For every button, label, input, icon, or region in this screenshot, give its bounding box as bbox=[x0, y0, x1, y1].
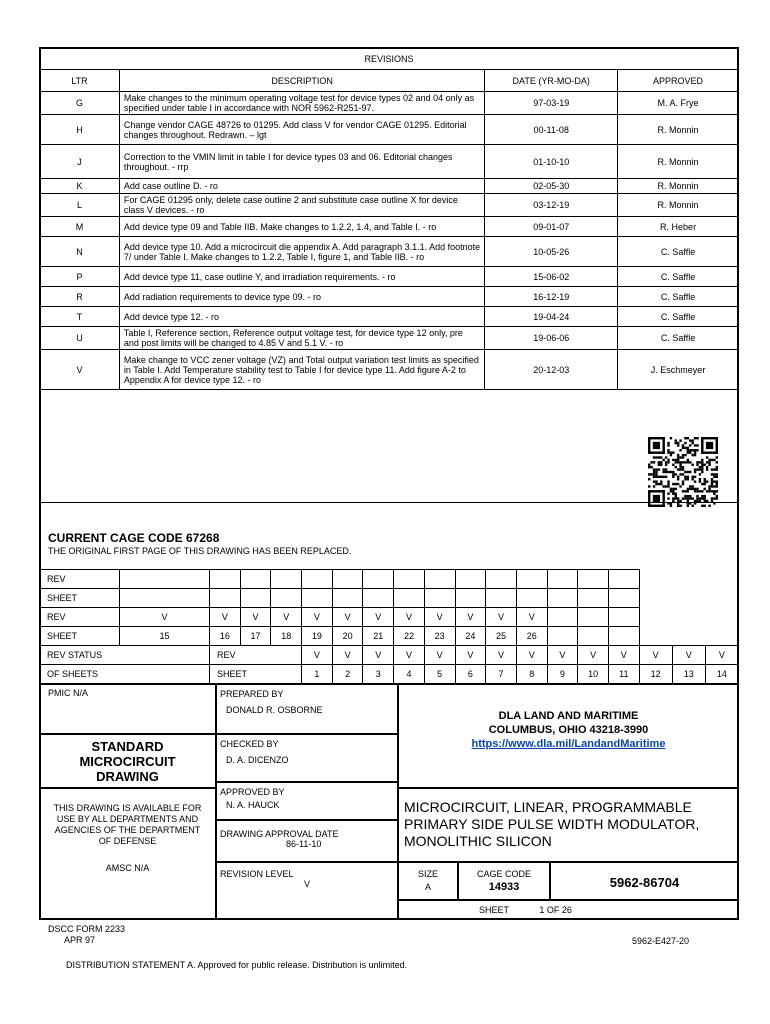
revision-approver: M. A. Frye bbox=[618, 92, 739, 115]
revision-description: Correction to the VMIN limit in table I for device types 03 and 06. Editorial changes throughout. - rrp bbox=[119, 145, 484, 179]
grid-cell: 6 bbox=[455, 665, 486, 684]
size-box bbox=[398, 862, 458, 900]
grid-cell: 17 bbox=[240, 627, 271, 646]
distribution-statement: DISTRIBUTION STATEMENT A. Approved for public release. Distribution is unlimited. bbox=[66, 960, 408, 970]
revision-date: 00-11-08 bbox=[485, 115, 618, 145]
revision-spacer bbox=[40, 390, 739, 503]
grid-cell: 5 bbox=[424, 665, 455, 684]
grid-cell bbox=[455, 570, 486, 589]
revision-letter: M bbox=[40, 217, 120, 237]
grid-cell: 7 bbox=[486, 665, 517, 684]
col-approved: APPROVED bbox=[618, 70, 739, 92]
col-date: DATE (YR-MO-DA) bbox=[485, 70, 618, 92]
revision-date: 97-03-19 bbox=[485, 92, 618, 115]
standard-drawing-title: STANDARD MICROCIRCUIT DRAWING bbox=[79, 739, 176, 784]
grid-status-label: OF SHEETS bbox=[40, 665, 210, 684]
revision-approver: J. Eschmeyer bbox=[618, 350, 739, 390]
revision-description: Change vendor CAGE 48726 to 01295. Add class V for vendor CAGE 01295. Editorial changes throughout. Redrawn. – lgt bbox=[119, 115, 484, 145]
approval-date-value: 86-11-10 bbox=[286, 839, 322, 849]
grid-cell bbox=[547, 570, 578, 589]
revision-level-box bbox=[216, 862, 398, 920]
organization-box bbox=[398, 684, 739, 788]
grid-cell: V bbox=[455, 608, 486, 627]
grid-cell bbox=[547, 608, 578, 627]
revision-date: 01-10-10 bbox=[485, 145, 618, 179]
grid-cell: 26 bbox=[516, 627, 547, 646]
revision-letter: L bbox=[40, 194, 120, 217]
sheet-box bbox=[398, 900, 739, 920]
grid-row-label: REV bbox=[210, 646, 302, 665]
revision-date: 19-04-24 bbox=[485, 307, 618, 327]
grid-cell bbox=[578, 608, 609, 627]
grid-cell bbox=[547, 589, 578, 608]
grid-cell: V bbox=[363, 608, 394, 627]
revision-letter: R bbox=[40, 287, 120, 307]
grid-cell: 15 bbox=[120, 627, 210, 646]
sheet-grid-row bbox=[40, 646, 739, 665]
grid-cell bbox=[240, 570, 271, 589]
approval-date-label: DRAWING APPROVAL DATE bbox=[220, 829, 339, 839]
grid-cell: V bbox=[240, 608, 271, 627]
drawing-number-box bbox=[550, 862, 739, 900]
revision-description: Add case outline D. - ro bbox=[119, 179, 484, 194]
grid-cell: V bbox=[547, 646, 578, 665]
grid-cell bbox=[271, 589, 302, 608]
grid-cell: V bbox=[672, 646, 705, 665]
revision-date: 16-12-19 bbox=[485, 287, 618, 307]
revision-approver: C. Saffle bbox=[618, 307, 739, 327]
revision-row bbox=[40, 115, 739, 145]
grid-cell: V bbox=[455, 646, 486, 665]
revision-letter: J bbox=[40, 145, 120, 179]
grid-cell: 13 bbox=[672, 665, 705, 684]
revision-approver: R. Monnin bbox=[618, 194, 739, 217]
sheet-grid-row bbox=[40, 665, 739, 684]
revision-date: 19-06-06 bbox=[485, 327, 618, 350]
grid-cell bbox=[424, 589, 455, 608]
original-page-note: THE ORIGINAL FIRST PAGE OF THIS DRAWING HAS BEEN REPLACED. bbox=[48, 546, 352, 556]
grid-cell bbox=[394, 570, 425, 589]
revision-approver: R. Monnin bbox=[618, 179, 739, 194]
sheet-grid-row bbox=[40, 627, 739, 646]
revision-description: Add device type 10. Add a microcircuit die appendix A. Add paragraph 3.1.1. Add footnote 7/ under Table I. Make changes to 1.2.2, Table I, figure 1, and Table IIB. - ro bbox=[119, 237, 484, 267]
revision-level-value: V bbox=[304, 879, 311, 889]
grid-cell bbox=[120, 589, 210, 608]
org-name: DLA LAND AND MARITIME bbox=[498, 710, 639, 722]
grid-cell: V bbox=[578, 646, 609, 665]
checked-by-box bbox=[216, 734, 398, 782]
revision-letter: V bbox=[40, 350, 120, 390]
device-title: MICROCIRCUIT, LINEAR, PROGRAMMABLE PRIMARY SIDE PULSE WIDTH MODULATOR, MONOLITHIC SILICON bbox=[404, 799, 700, 849]
form-name: DSCC FORM 2233 bbox=[48, 924, 126, 934]
grid-cell bbox=[240, 589, 271, 608]
approved-by-box bbox=[216, 782, 398, 820]
grid-cell: V bbox=[486, 608, 517, 627]
grid-cell: V bbox=[424, 646, 455, 665]
grid-cell bbox=[302, 570, 333, 589]
grid-cell: 21 bbox=[363, 627, 394, 646]
grid-cell bbox=[486, 570, 517, 589]
revision-letter: G bbox=[40, 92, 120, 115]
revision-row bbox=[40, 179, 739, 194]
grid-cell bbox=[608, 570, 639, 589]
grid-cell: V bbox=[608, 646, 639, 665]
grid-cell: 11 bbox=[608, 665, 639, 684]
grid-cell bbox=[516, 589, 547, 608]
sheet-grid-row bbox=[40, 608, 739, 627]
grid-cell: 10 bbox=[578, 665, 609, 684]
grid-cell: 24 bbox=[455, 627, 486, 646]
grid-cell: 23 bbox=[424, 627, 455, 646]
grid-cell bbox=[578, 589, 609, 608]
revisions-title: REVISIONS bbox=[40, 48, 739, 70]
grid-cell bbox=[547, 627, 578, 646]
checked-by-name: D. A. DICENZO bbox=[226, 755, 289, 765]
revision-approver: R. Monnin bbox=[618, 115, 739, 145]
revision-row bbox=[40, 92, 739, 115]
revision-row bbox=[40, 267, 739, 287]
grid-row-label: REV bbox=[40, 608, 120, 627]
sheet-label: SHEET bbox=[479, 905, 509, 915]
cage-code-value: 14933 bbox=[488, 881, 520, 893]
revision-date: 09-01-07 bbox=[485, 217, 618, 237]
revision-letter: H bbox=[40, 115, 120, 145]
grid-cell bbox=[516, 570, 547, 589]
revision-row bbox=[40, 237, 739, 267]
grid-cell: 18 bbox=[271, 627, 302, 646]
revision-letter: K bbox=[40, 179, 120, 194]
prepared-by-box bbox=[216, 684, 398, 734]
grid-cell bbox=[486, 589, 517, 608]
grid-cell: V bbox=[424, 608, 455, 627]
revision-approver: R. Heber bbox=[618, 217, 739, 237]
revision-approver: C. Saffle bbox=[618, 327, 739, 350]
grid-cell: V bbox=[332, 646, 363, 665]
revision-description: For CAGE 01295 only, delete case outline 2 and substitute case outline X for device class V devices. - ro bbox=[119, 194, 484, 217]
grid-cell bbox=[332, 570, 363, 589]
col-ltr: LTR bbox=[40, 70, 120, 92]
revision-date: 20-12-03 bbox=[485, 350, 618, 390]
pmic-text: PMIC N/A bbox=[48, 688, 89, 698]
revision-row bbox=[40, 327, 739, 350]
revision-approver: C. Saffle bbox=[618, 287, 739, 307]
grid-cell bbox=[608, 627, 639, 646]
grid-cell: V bbox=[302, 646, 333, 665]
grid-cell bbox=[210, 589, 241, 608]
drawing-number: 5962-86704 bbox=[609, 875, 680, 890]
grid-cell bbox=[608, 608, 639, 627]
grid-cell: V bbox=[302, 608, 333, 627]
revision-approver: R. Monnin bbox=[618, 145, 739, 179]
device-title-box bbox=[398, 788, 739, 862]
revision-description: Add device type 12. - ro bbox=[119, 307, 484, 327]
grid-cell: 4 bbox=[394, 665, 425, 684]
availability-text: THIS DRAWING IS AVAILABLE FOR USE BY ALL DEPARTMENTS AND AGENCIES OF THE DEPARTMENT OF DEFENSE bbox=[53, 803, 202, 846]
revision-letter: P bbox=[40, 267, 120, 287]
grid-cell: 3 bbox=[363, 665, 394, 684]
grid-cell: V bbox=[120, 608, 210, 627]
sheet-grid-row bbox=[40, 570, 739, 589]
grid-cell bbox=[608, 589, 639, 608]
grid-cell bbox=[363, 570, 394, 589]
revision-description: Make changes to the minimum operating voltage test for device types 02 and 04 only as specified under table I in accordance with NOR 5962-R251-97. bbox=[119, 92, 484, 115]
grid-cell: V bbox=[639, 646, 672, 665]
form-date: APR 97 bbox=[64, 935, 96, 945]
grid-cell: 8 bbox=[516, 665, 547, 684]
cage-code-box bbox=[458, 862, 550, 900]
grid-cell bbox=[578, 627, 609, 646]
grid-cell bbox=[455, 589, 486, 608]
amsc-text: AMSC N/A bbox=[105, 863, 150, 873]
col-description: DESCRIPTION bbox=[119, 70, 484, 92]
approved-by-name: N. A. HAUCK bbox=[226, 800, 280, 810]
approved-by-label: APPROVED BY bbox=[220, 787, 285, 797]
revision-letter: N bbox=[40, 237, 120, 267]
revision-row bbox=[40, 217, 739, 237]
grid-row-label: SHEET bbox=[40, 589, 120, 608]
sheet-status-grid bbox=[39, 569, 739, 684]
size-label: SIZE bbox=[417, 869, 438, 879]
revision-description: Table I, Reference section, Reference output voltage test, for device type 12 only, pre and post limits will be changed to 4.85 V and 5.1 V. - ro bbox=[119, 327, 484, 350]
grid-cell: 20 bbox=[332, 627, 363, 646]
sheet-of-value: 1 OF 26 bbox=[539, 905, 572, 915]
revision-approver: C. Saffle bbox=[618, 237, 739, 267]
current-cage-code: CURRENT CAGE CODE 67268 bbox=[48, 531, 220, 545]
grid-cell: 1 bbox=[302, 665, 333, 684]
revision-description: Add device type 09 and Table IIB. Make changes to 1.2.2, 1.4, and Table I. - ro bbox=[119, 217, 484, 237]
grid-cell: 14 bbox=[705, 665, 738, 684]
grid-cell bbox=[363, 589, 394, 608]
org-city: COLUMBUS, OHIO 43218-3990 bbox=[488, 724, 649, 736]
grid-cell: V bbox=[210, 608, 241, 627]
grid-cell bbox=[302, 589, 333, 608]
revision-description: Add device type 11, case outline Y, and irradiation requirements. - ro bbox=[119, 267, 484, 287]
org-url-link[interactable]: https://www.dla.mil/LandandMaritime bbox=[471, 738, 666, 750]
form-number: 5962-E427-20 bbox=[632, 936, 690, 946]
grid-cell: V bbox=[705, 646, 738, 665]
revision-date: 10-05-26 bbox=[485, 237, 618, 267]
grid-cell: V bbox=[486, 646, 517, 665]
grid-cell bbox=[394, 589, 425, 608]
grid-cell: V bbox=[394, 646, 425, 665]
revision-letter: U bbox=[40, 327, 120, 350]
form-info bbox=[48, 924, 125, 946]
grid-row-label: SHEET bbox=[40, 627, 120, 646]
standard-drawing-box bbox=[39, 734, 216, 788]
grid-cell: V bbox=[363, 646, 394, 665]
grid-cell: 12 bbox=[639, 665, 672, 684]
grid-cell: 2 bbox=[332, 665, 363, 684]
grid-cell bbox=[424, 570, 455, 589]
prepared-by-name: DONALD R. OSBORNE bbox=[226, 705, 323, 715]
grid-row-label: REV bbox=[40, 570, 120, 589]
grid-cell: 16 bbox=[210, 627, 241, 646]
approval-date-box bbox=[216, 820, 398, 862]
revision-date: 03-12-19 bbox=[485, 194, 618, 217]
revision-row bbox=[40, 287, 739, 307]
grid-cell bbox=[332, 589, 363, 608]
revision-row bbox=[40, 350, 739, 390]
grid-cell: 9 bbox=[547, 665, 578, 684]
grid-status-label: REV STATUS bbox=[40, 646, 210, 665]
availability-box bbox=[39, 788, 216, 920]
grid-cell: V bbox=[394, 608, 425, 627]
cage-code-label: CAGE CODE bbox=[476, 869, 531, 879]
grid-cell bbox=[210, 570, 241, 589]
grid-cell: V bbox=[516, 646, 547, 665]
revision-level-label: REVISION LEVEL bbox=[220, 869, 294, 879]
grid-cell: 22 bbox=[394, 627, 425, 646]
revision-description: Add radiation requirements to device type 09. - ro bbox=[119, 287, 484, 307]
checked-by-label: CHECKED BY bbox=[220, 739, 279, 749]
grid-cell bbox=[578, 570, 609, 589]
revision-date: 15-06-02 bbox=[485, 267, 618, 287]
revision-row bbox=[40, 194, 739, 217]
grid-cell bbox=[120, 570, 210, 589]
sheet-grid-row bbox=[40, 589, 739, 608]
prepared-by-label: PREPARED BY bbox=[220, 689, 284, 699]
revision-letter: T bbox=[40, 307, 120, 327]
qr-code-icon bbox=[648, 436, 718, 508]
grid-cell: V bbox=[516, 608, 547, 627]
grid-row-label: SHEET bbox=[210, 665, 302, 684]
pmic-box bbox=[39, 684, 216, 734]
grid-cell: V bbox=[271, 608, 302, 627]
revision-date: 02-05-30 bbox=[485, 179, 618, 194]
grid-cell: 25 bbox=[486, 627, 517, 646]
size-value: A bbox=[424, 882, 431, 892]
grid-cell bbox=[271, 570, 302, 589]
grid-cell: V bbox=[332, 608, 363, 627]
revision-description: Make change to VCC zener voltage (VZ) and Total output variation test limits as specified in Table I. Add Temperature stability test to Table I for device type 11. Add figure A-2 to Appendix A for device type 12. - ro bbox=[119, 350, 484, 390]
revision-row bbox=[40, 307, 739, 327]
revision-approver: C. Saffle bbox=[618, 267, 739, 287]
grid-cell: 19 bbox=[302, 627, 333, 646]
revisions-table bbox=[39, 47, 739, 503]
revision-row bbox=[40, 145, 739, 179]
